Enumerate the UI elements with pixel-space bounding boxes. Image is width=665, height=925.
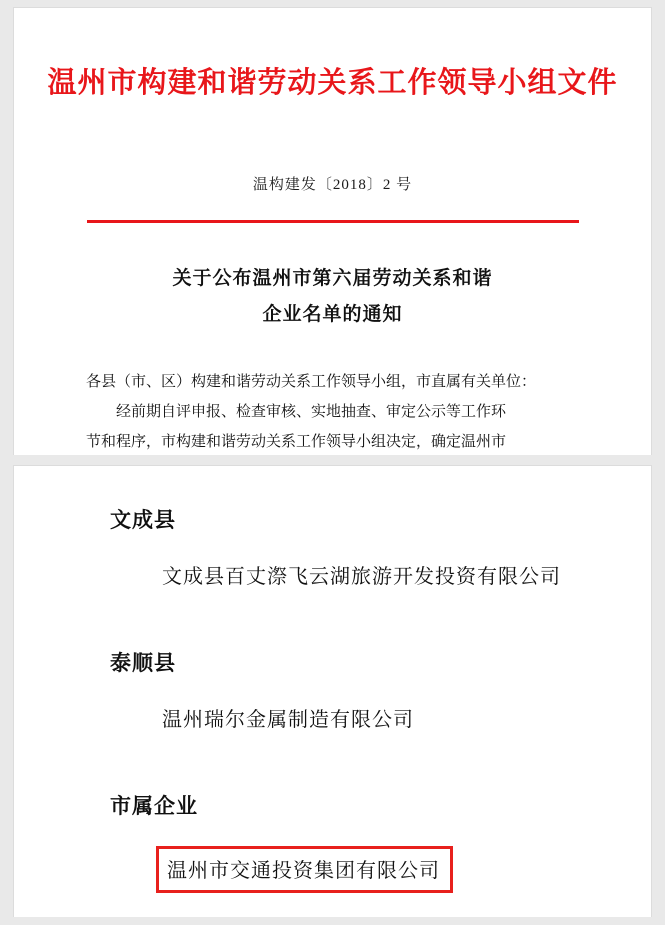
document-subject-line-1: 关于公布温州市第六届劳动关系和谐 — [172, 268, 493, 289]
document-number: 温构建发〔2018〕2 号 — [252, 177, 413, 193]
page-bottom-strip — [0, 917, 665, 925]
company-name: 文成县百丈漈飞云湖旅游开发投资有限公司 — [162, 566, 561, 588]
document-body-line-3: 节和程序，市构建和谐劳动关系工作领导小组决定，确定温州市 — [86, 434, 507, 450]
document-body — [86, 367, 579, 455]
company-name: 温州瑞尔金属制造有限公司 — [162, 709, 414, 731]
company-name-highlighted: 温州市交通投资集团有限公司 — [156, 846, 453, 893]
red-divider-rule — [87, 220, 579, 223]
list-group-municipal — [14, 790, 651, 893]
document-header-title: 温州市构建和谐劳动关系工作领导小组文件 — [47, 65, 618, 99]
list-group-taishun — [14, 647, 651, 732]
fragment-separator — [0, 455, 665, 465]
document-subject — [14, 261, 651, 333]
company-list — [14, 466, 651, 893]
group-heading: 泰顺县 — [110, 650, 176, 675]
document-body-line-1: 各县（市、区）构建和谐劳动关系工作领导小组，市直属有关单位： — [86, 374, 537, 390]
list-group-wencheng — [14, 504, 651, 589]
document-body-line-2: 经前期自评申报、检查审核、实地抽查、审定公示等工作环 — [116, 404, 507, 420]
document-subject-line-2: 企业名单的通知 — [262, 304, 403, 325]
group-heading: 市属企业 — [110, 793, 198, 818]
group-heading: 文成县 — [110, 507, 176, 532]
document-fragment-top — [14, 8, 651, 455]
document-fragment-bottom — [14, 466, 651, 917]
